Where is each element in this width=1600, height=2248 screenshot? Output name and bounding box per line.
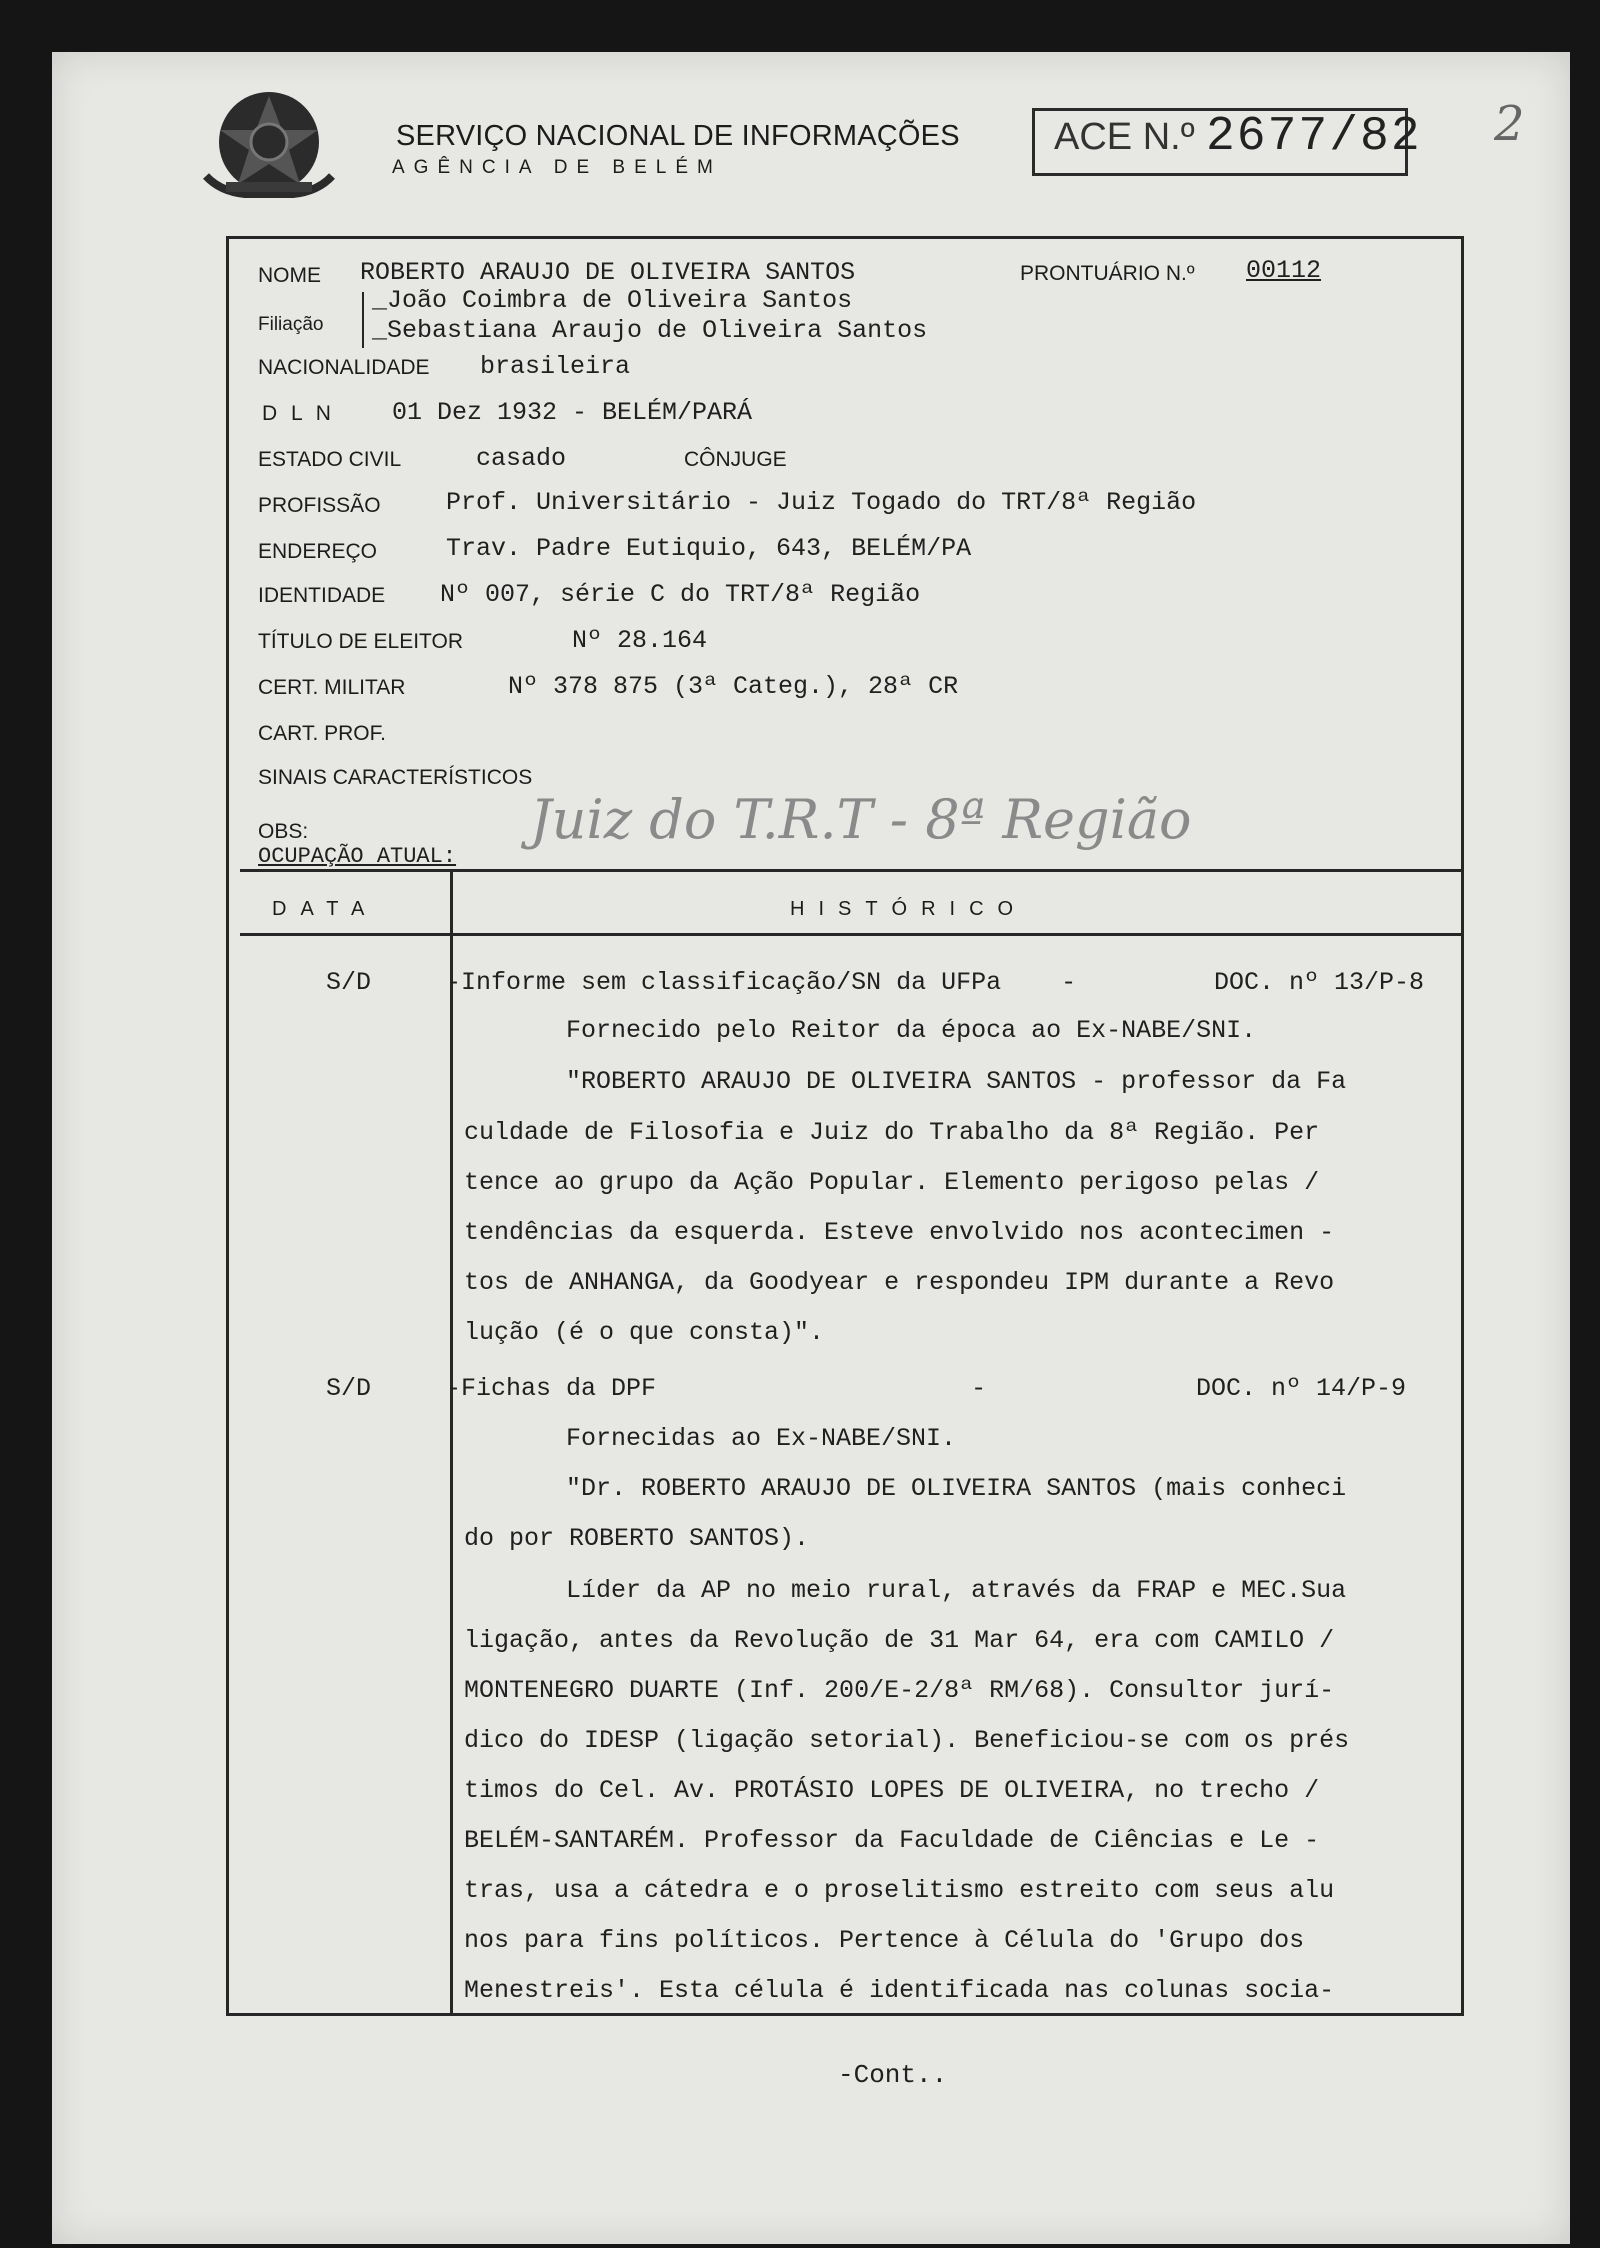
nome-value: ROBERTO ARAUJO DE OLIVEIRA SANTOS (360, 258, 856, 287)
titulo-eleitor-value: Nº 28.164 (572, 626, 708, 655)
estado-civil-value: casado (476, 444, 567, 473)
entry-date: S/D (326, 968, 372, 997)
entry-line: Fornecidas ao Ex-NABE/SNI. (566, 1424, 957, 1453)
entry-line: culdade de Filosofia e Juiz do Trabalho da 8ª Região. Per (464, 1118, 1320, 1147)
cert-militar-label: CERT. MILITAR (258, 676, 406, 699)
prontuario-label: PRONTUÁRIO N.º (1020, 262, 1195, 285)
cert-militar-value: Nº 378 875 (3ª Categ.), 28ª CR (508, 672, 959, 701)
endereco-label: ENDEREÇO (258, 540, 378, 563)
estado-civil-label: ESTADO CIVIL (258, 448, 402, 471)
entry-line: Menestreis'. Esta célula é identificada nas colunas socia- (464, 1976, 1335, 2005)
entry-line: Líder da AP no meio rural, através da FRAP e MEC.Sua (566, 1576, 1347, 1605)
entry-line: MONTENEGRO DUARTE (Inf. 200/E-2/8ª RM/68). Consultor jurí- (464, 1676, 1335, 1705)
ocupacao-label: OCUPAÇÃO ATUAL: (258, 844, 457, 869)
endereco-value: Trav. Padre Eutiquio, 643, BELÉM/PA (446, 534, 972, 563)
page-number-mark: 2 (1494, 96, 1525, 152)
filiacao-mother: _Sebastiana Araujo de Oliveira Santos (372, 316, 928, 345)
dln-label: D L N (262, 402, 335, 425)
col-header-historico: HISTÓRICO (790, 898, 1028, 920)
identidade-value: Nº 007, série C do TRT/8ª Região (440, 580, 921, 609)
entry-line: lução (é o que consta)". (464, 1318, 825, 1347)
national-seal-icon (186, 86, 352, 198)
nacionalidade-label: NACIONALIDADE (258, 356, 430, 379)
col-header-data: DATA (272, 898, 379, 920)
agency-name: SERVIÇO NACIONAL DE INFORMAÇÕES (396, 120, 960, 152)
entry-title: -Informe sem classificação/SN da UFPa - (446, 968, 1077, 997)
agency-subtitle: AGÊNCIA DE BELÉM (392, 157, 722, 178)
entry-line: Fornecido pelo Reitor da época ao Ex-NABE/SNI. (566, 1016, 1257, 1045)
entry-date: S/D (326, 1374, 372, 1403)
entry-line: tendências da esquerda. Esteve envolvido nos acontecimen - (464, 1218, 1335, 1247)
entry-line: "Dr. ROBERTO ARAUJO DE OLIVEIRA SANTOS (mais conheci (566, 1474, 1347, 1503)
entry-line: timos do Cel. Av. PROTÁSIO LOPES DE OLIVEIRA, no trecho / (464, 1776, 1320, 1805)
entry-line: do por ROBERTO SANTOS). (464, 1524, 810, 1553)
nome-label: NOME (258, 264, 321, 287)
entry-line: ligação, antes da Revolução de 31 Mar 64, era com CAMILO / (464, 1626, 1335, 1655)
continuation-note: -Cont.. (838, 2060, 948, 2090)
nacionalidade-value: brasileira (480, 352, 631, 381)
ace-number: 2677/82 (1206, 110, 1422, 164)
entry-doc: DOC. nº 14/P-9 (1196, 1374, 1407, 1403)
ace-label: ACE N.º (1054, 116, 1195, 158)
conjuge-label: CÔNJUGE (684, 448, 787, 471)
filiacao-father: _João Coimbra de Oliveira Santos (372, 286, 853, 315)
profissao-label: PROFISSÃO (258, 494, 381, 517)
entry-title: -Fichas da DPF - (446, 1374, 987, 1403)
obs-label: OBS: (258, 820, 309, 843)
column-divider (450, 872, 453, 2014)
filiacao-bracket (362, 292, 364, 348)
profissao-value: Prof. Universitário - Juiz Togado do TRT/8ª Região (446, 488, 1197, 517)
ocupacao-handwritten: Juiz do T.R.T - 8ª Região (530, 788, 1192, 851)
obs-divider (240, 869, 1462, 872)
entry-line: tence ao grupo da Ação Popular. Elemento perigoso pelas / (464, 1168, 1320, 1197)
sinais-label: SINAIS CARACTERÍSTICOS (258, 766, 533, 789)
entry-line: dico do IDESP (ligação setorial). Beneficiou-se com os prés (464, 1726, 1350, 1755)
prontuario-value: 00112 (1246, 256, 1322, 285)
entry-line: "ROBERTO ARAUJO DE OLIVEIRA SANTOS - professor da Fa (566, 1067, 1347, 1096)
entry-line: nos para fins políticos. Pertence à Célula do 'Grupo dos (464, 1926, 1305, 1955)
entry-doc: DOC. nº 13/P-8 (1214, 968, 1425, 997)
identidade-label: IDENTIDADE (258, 584, 386, 607)
dln-value: 01 Dez 1932 - BELÉM/PARÁ (392, 398, 753, 427)
filiacao-label: Filiação (258, 314, 324, 335)
entry-line: tos de ANHANGA, da Goodyear e respondeu IPM durante a Revo (464, 1268, 1335, 1297)
entry-line: tras, usa a cátedra e o proselitismo estreito com seus alu (464, 1876, 1335, 1905)
table-header-divider (240, 933, 1462, 936)
cart-prof-label: CART. PROF. (258, 722, 386, 745)
titulo-eleitor-label: TÍTULO DE ELEITOR (258, 630, 463, 653)
entry-line: BELÉM-SANTARÉM. Professor da Faculdade de Ciências e Le - (464, 1826, 1320, 1855)
